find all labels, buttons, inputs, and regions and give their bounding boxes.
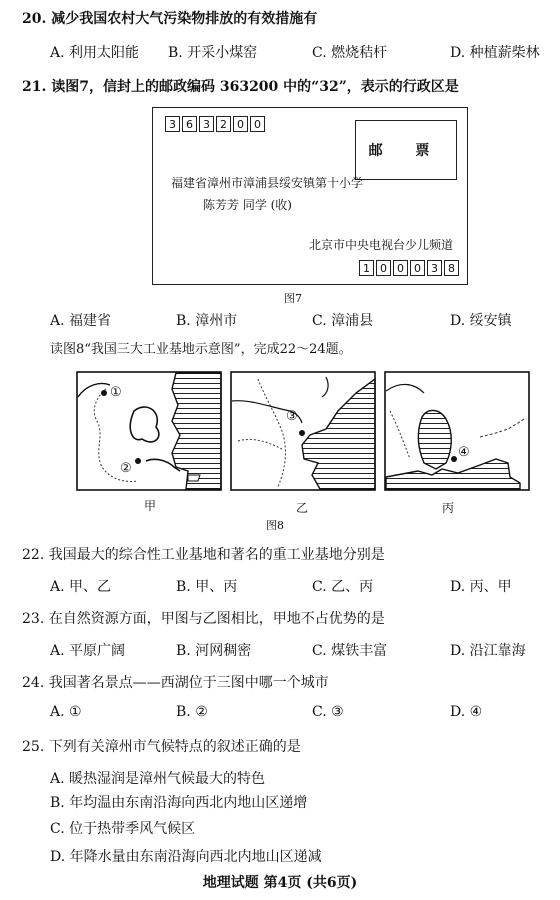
intro-22-24: 读图8“我国三大工业基地示意图”，完成22～24题。 [50,342,352,357]
option-b[interactable]: B. 开采小煤窑 [168,45,258,61]
postcode-digit: 6 [182,116,197,132]
page-footer: 地理试题 第4页 (共6页) [202,875,358,891]
postcode-digit: 0 [410,260,425,276]
figure-8-caption: 图8 [266,519,284,532]
option-a[interactable]: A. 福建省 [50,313,112,329]
marker-2: ② [120,461,132,476]
option-d[interactable]: D. 年降水量由东南沿海向西北内地山区递减 [50,849,322,865]
option-c[interactable]: C. ③ [312,704,344,720]
question-21-stem: 21. 读图7，信封上的邮政编码 363200 中的“32”，表示的行政区是 [22,79,459,95]
map-jia [76,371,222,491]
postcode-digit: 0 [233,116,248,132]
postcode-digit: 3 [199,116,214,132]
option-c[interactable]: C. 位于热带季风气候区 [50,821,196,837]
option-d[interactable]: D. 绥安镇 [450,313,512,329]
question-25-stem: 25. 下列有关漳州市气候特点的叙述正确的是 [22,739,301,755]
postcode-digit: 1 [359,260,374,276]
option-c[interactable]: C. 燃烧秸杆 [312,45,388,61]
envelope-sender: 北京市中央电视台少儿频道 [308,238,453,252]
map-label-bing: 丙 [442,501,455,515]
option-d[interactable]: D. 种植薪柴林 [450,45,540,61]
map-yi [230,371,376,491]
option-a[interactable]: A. 甲、乙 [50,579,112,595]
option-b[interactable]: B. 河网稠密 [176,643,252,659]
postcode-digit: 2 [216,116,231,132]
marker-1: ① [110,385,122,400]
option-c[interactable]: C. 漳浦县 [312,313,374,329]
question-24-stem: 24. 我国著名景点——西湖位于三图中哪一个城市 [22,675,329,691]
map-label-yi: 乙 [296,501,309,515]
option-c[interactable]: C. 乙、丙 [312,579,374,595]
stamp-box: 邮 票 [355,120,457,180]
map-bing [384,371,530,491]
question-20-stem: 20. 减少我国农村大气污染物排放的有效措施有 [22,11,318,27]
envelope-recipient: 陈芳芳 同学 (收) [203,198,292,212]
option-b[interactable]: B. 甲、丙 [176,579,238,595]
option-d[interactable]: D. 沿江靠海 [450,643,526,659]
postcode-top [165,116,265,132]
option-b[interactable]: B. 年均温由东南沿海向西北内地山区递增 [50,795,308,811]
option-b[interactable]: B. 漳州市 [176,313,238,329]
option-a[interactable]: A. 暖热湿润是漳州气候最大的特色 [50,771,266,787]
postcode-digit: 3 [165,116,180,132]
envelope-address: 福建省漳州市漳浦县绥安镇第十小学 [171,176,364,190]
option-d[interactable]: D. 丙、甲 [450,579,512,595]
option-a[interactable]: A. 利用太阳能 [50,45,140,61]
question-23-stem: 23. 在自然资源方面，甲图与乙图相比，甲地不占优势的是 [22,611,385,627]
postcode-digit: 0 [376,260,391,276]
marker-4: ④ [458,445,470,460]
postcode-digit: 0 [393,260,408,276]
option-c[interactable]: C. 煤铁丰富 [312,643,388,659]
postcode-digit: 3 [427,260,442,276]
option-a[interactable]: A. ① [50,704,82,720]
option-b[interactable]: B. ② [176,704,208,720]
map-label-jia: 甲 [144,499,157,513]
envelope-figure [152,107,468,285]
option-d[interactable]: D. ④ [450,704,483,720]
city-dot-2 [135,458,141,464]
option-a[interactable]: A. 平原广阔 [50,643,126,659]
marker-3: ③ [286,409,298,424]
postcode-bottom [359,260,459,276]
city-dot-1 [101,390,107,396]
question-22-stem: 22. 我国最大的综合性工业基地和著名的重工业基地分别是 [22,547,385,563]
postcode-digit: 0 [250,116,265,132]
figure-7-caption: 图7 [284,292,302,305]
postcode-digit: 8 [444,260,459,276]
